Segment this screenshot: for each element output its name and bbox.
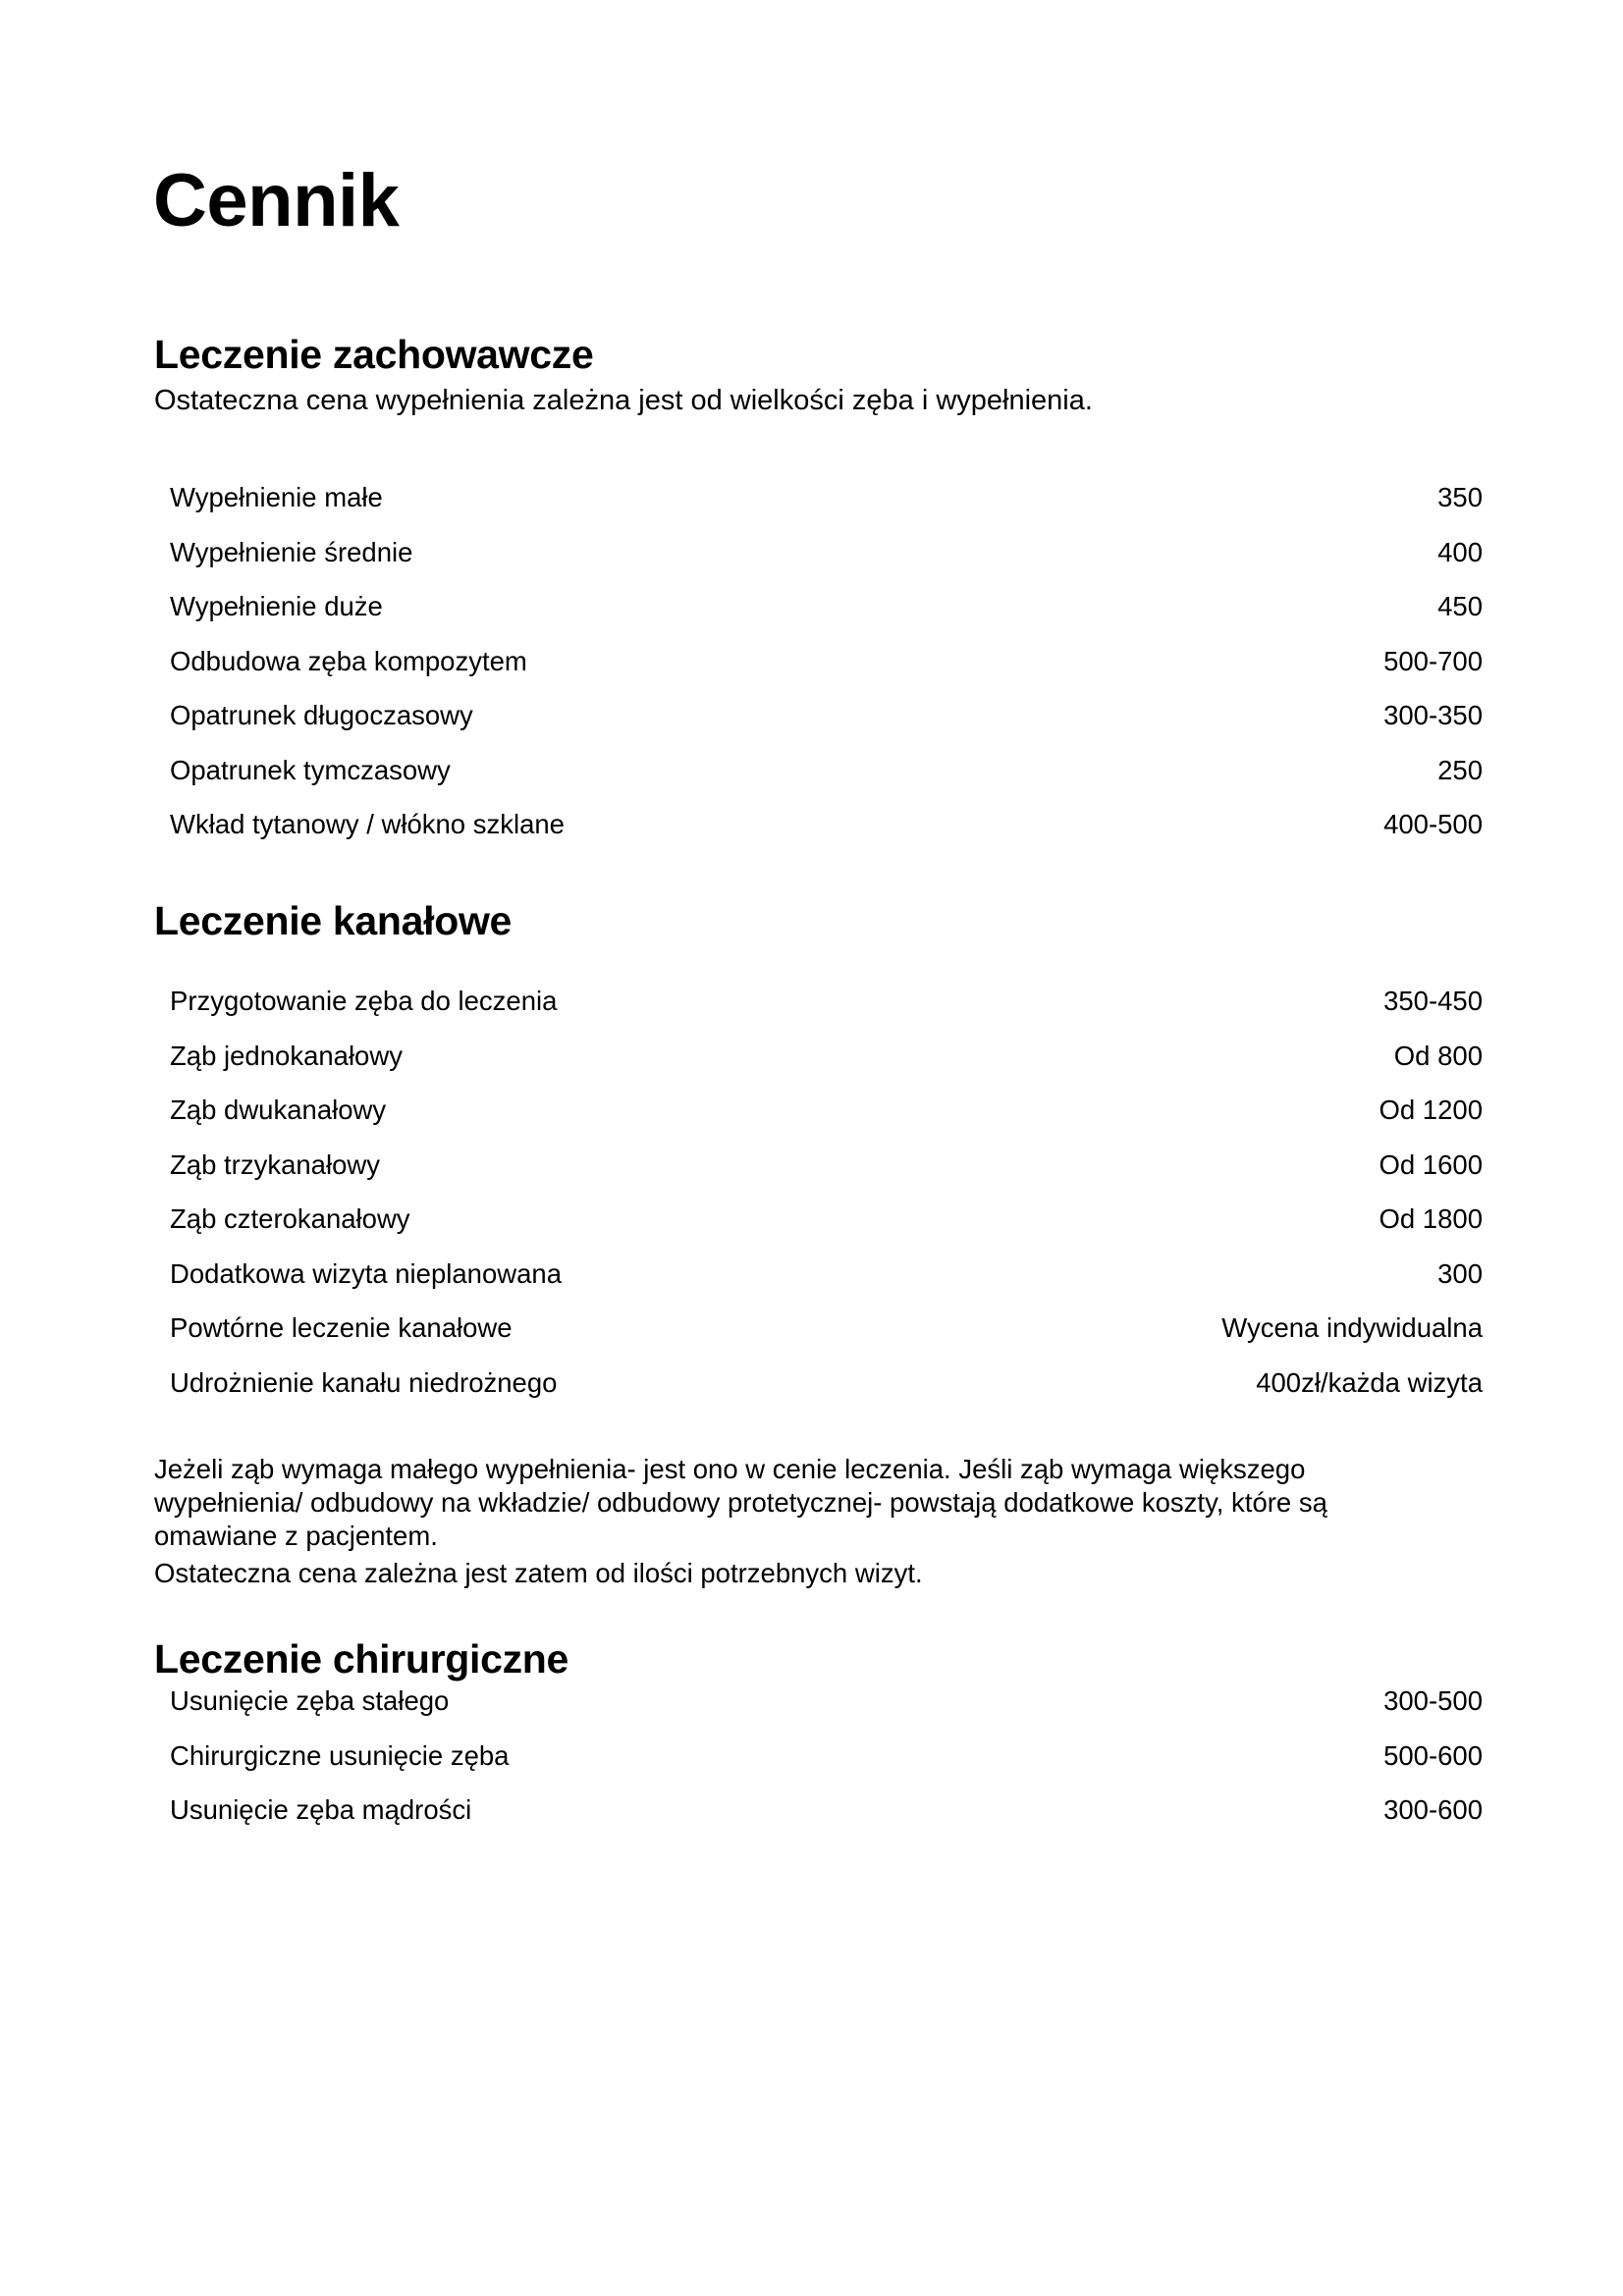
price-row — [170, 470, 1483, 525]
service-name: Powtórne leczenie kanałowe — [170, 1312, 513, 1343]
service-name: Ząb czterokanałowy — [170, 1203, 410, 1234]
service-price: 300 — [1437, 1257, 1483, 1289]
section-heading: Leczenie chirurgiczne — [154, 1636, 569, 1682]
service-price: 300-600 — [1383, 1794, 1483, 1825]
price-row — [170, 1029, 1483, 1084]
price-table-zachowawcze — [170, 470, 1483, 852]
price-row — [170, 974, 1483, 1029]
price-row — [170, 525, 1483, 580]
service-price: Od 800 — [1393, 1040, 1483, 1071]
service-name: Chirurgiczne usunięcie zęba — [170, 1739, 510, 1771]
service-price: 350-450 — [1383, 986, 1483, 1016]
service-name: Dodatkowa wizyta nieplanowana — [170, 1257, 562, 1289]
price-row — [170, 1247, 1483, 1302]
note-final-line: Ostateczna cena zależna jest zatem od ilości potrzebnych wizyt. — [154, 1558, 923, 1588]
price-row — [170, 1356, 1483, 1411]
service-price: 500-600 — [1383, 1739, 1483, 1771]
price-row — [170, 797, 1483, 852]
note-line: wypełnienia/ odbudowy na wkładzie/ odbudowy protetycznej- powstają dodatkowe koszty, które są — [154, 1487, 1327, 1518]
page-title: Cennik — [153, 159, 400, 242]
service-name: Wkład tytanowy / włókno szklane — [170, 809, 565, 839]
price-row — [170, 1138, 1483, 1193]
service-name: Ząb dwukanałowy — [170, 1095, 387, 1125]
service-name: Opatrunek długoczasowy — [170, 700, 473, 730]
service-name: Opatrunek tymczasowy — [170, 754, 451, 785]
service-price: Od 1200 — [1379, 1095, 1483, 1125]
service-name: Odbudowa zęba kompozytem — [170, 645, 527, 676]
price-row — [170, 1192, 1483, 1247]
service-name: Usunięcie zęba stałego — [170, 1685, 450, 1716]
price-row — [170, 1729, 1483, 1784]
service-price: 350 — [1437, 482, 1483, 512]
service-name: Udrożnienie kanału niedrożnego — [170, 1366, 558, 1398]
note-line: omawiane z pacjentem. — [154, 1521, 438, 1551]
price-table-kanalowe — [170, 974, 1483, 1410]
price-table-chirurgiczne — [170, 1674, 1483, 1838]
price-row — [170, 1083, 1483, 1138]
price-row — [170, 634, 1483, 689]
price-row — [170, 743, 1483, 798]
service-name: Wypełnienie średnie — [170, 536, 413, 567]
service-price: Od 1800 — [1379, 1203, 1483, 1234]
note-line: Jeżeli ząb wymaga małego wypełnienia- jest ono w cenie leczenia. Jeśli ząb wymaga większego — [154, 1454, 1306, 1484]
service-price: 400zł/każda wizyta — [1256, 1366, 1483, 1398]
section-subtitle: Ostateczna cena wypełnienia zależna jest od wielkości zęba i wypełnienia. — [154, 385, 1093, 416]
price-row — [170, 579, 1483, 634]
section-heading: Leczenie zachowawcze — [154, 332, 594, 377]
service-price: Wycena indywidualna — [1221, 1312, 1483, 1343]
service-name: Wypełnienie małe — [170, 482, 383, 512]
service-name: Wypełnienie duże — [170, 591, 383, 621]
price-row — [170, 1301, 1483, 1356]
price-row — [170, 688, 1483, 743]
section-heading: Leczenie kanałowe — [154, 898, 513, 943]
service-price: 300-350 — [1383, 700, 1483, 730]
service-price: 400-500 — [1383, 809, 1483, 839]
service-price: 250 — [1437, 754, 1483, 785]
service-price: 500-700 — [1383, 645, 1483, 676]
price-row — [170, 1783, 1483, 1838]
service-name: Ząb jednokanałowy — [170, 1040, 403, 1071]
service-name: Przygotowanie zęba do leczenia — [170, 986, 558, 1016]
service-price: Od 1600 — [1379, 1148, 1483, 1180]
service-name: Ząb trzykanałowy — [170, 1148, 380, 1180]
service-price: 300-500 — [1383, 1685, 1483, 1716]
kanalowe-note — [154, 1453, 1431, 1590]
service-price: 450 — [1437, 591, 1483, 621]
service-price: 400 — [1437, 536, 1483, 567]
service-name: Usunięcie zęba mądrości — [170, 1794, 472, 1825]
price-row — [170, 1674, 1483, 1729]
